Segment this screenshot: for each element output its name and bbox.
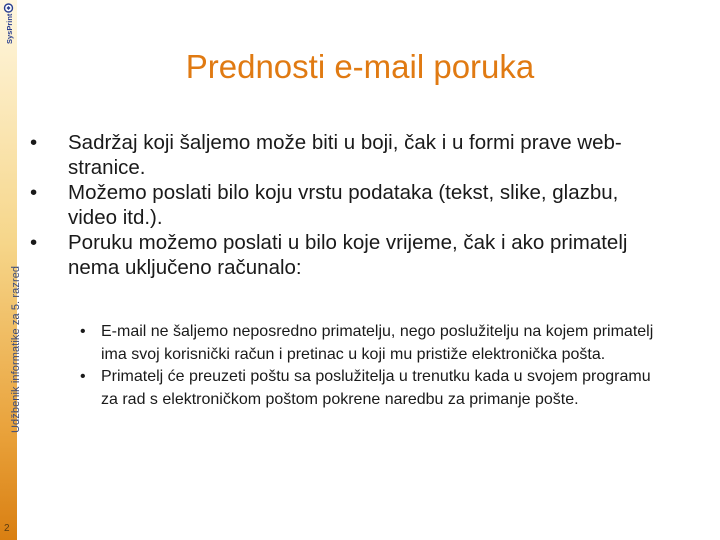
- main-bullet-list: [30, 130, 670, 280]
- bullet-text: Možemo poslati bilo koju vrstu podataka (tekst, slike, glazbu, video itd.).: [68, 181, 619, 229]
- bullet-marker: •: [30, 231, 38, 254]
- sub-bullet-item: [80, 321, 660, 366]
- bullet-item: [30, 180, 670, 230]
- bullet-text: Sadržaj koji šaljemo može biti u boji, čak i u formi prave web-stranice.: [68, 131, 622, 179]
- sub-bullet-text: Primatelj će preuzeti poštu sa poslužitelja u trenutku kada u svojem programu za rad s elektroničkom poštom pokrene naredbu za primanje pošte.: [101, 368, 651, 408]
- bullet-marker: •: [30, 131, 38, 154]
- sub-bullet-item: [80, 366, 660, 411]
- sidebar-strip: [0, 0, 22, 540]
- sub-bullet-marker: •: [80, 368, 86, 385]
- publisher-logo: [1, 2, 16, 44]
- sub-bullet-list: [80, 321, 660, 411]
- bullet-item: [30, 130, 670, 180]
- slide-title: Prednosti e-mail poruka: [185, 48, 535, 85]
- bullet-marker: •: [30, 181, 38, 204]
- sub-bullet-text: E-mail ne šaljemo neposredno primatelju, nego poslužitelju na kojem primatelj ima svoj korisnički račun i pretinac u koji mu pristiže elektronička pošta.: [101, 323, 654, 363]
- svg-text:SysPrint: SysPrint: [5, 13, 14, 44]
- sub-bullet-marker: •: [80, 323, 86, 340]
- bullet-item: [30, 230, 670, 280]
- page-number: 2: [4, 523, 10, 534]
- bullet-text: Poruku možemo poslati u bilo koje vrijeme, čak i ako primatelj nema uključeno računalo:: [68, 231, 628, 279]
- textbook-caption: Udžbenik informatike za 5. razred: [10, 265, 22, 433]
